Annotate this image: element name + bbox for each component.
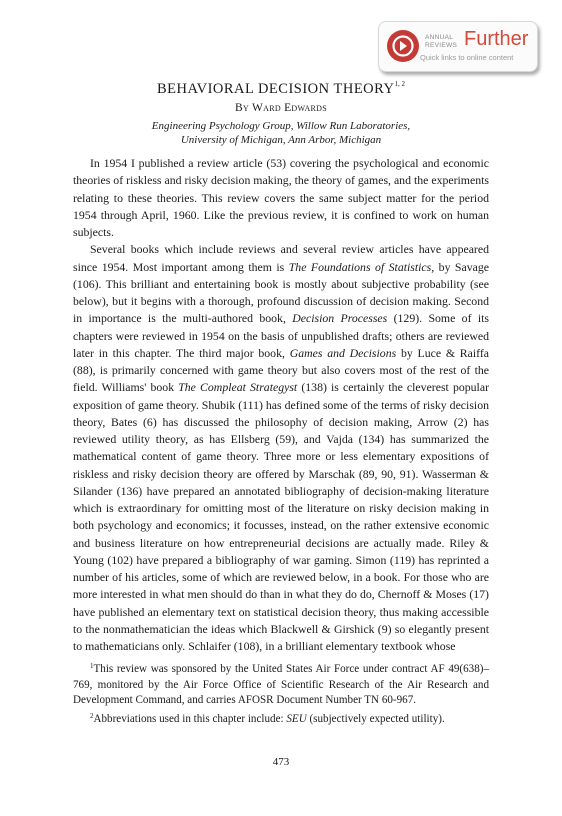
further-logo-icon	[387, 30, 419, 62]
further-wordmark: Further	[464, 28, 529, 50]
annual-reviews-wordmark: ANNUAL REVIEWS	[425, 34, 458, 49]
further-subtitle: Quick links to online content	[420, 53, 514, 62]
footnote-2: $^2$Abbreviations used in this chapter include: SEU (subjectively expected utility).	[90, 711, 445, 725]
title-footnote-marks: 1, 2	[394, 80, 405, 88]
paragraph-1: In 1954 I published a review article (53) covering the psychological and economic theories of riskless and risky decision making, the theory of games, and the experiments relating to these theories. This review covers the same subject matter for the period 1954 through April, 1960. Like the previous review, it is confined to work on human subjects.	[73, 156, 489, 239]
article-body	[73, 155, 489, 655]
footnotes	[73, 659, 489, 727]
further-badge-link[interactable]	[378, 21, 538, 72]
page-number: 473	[272, 756, 290, 768]
paragraph-2: Several books which include reviews and several review articles have appeared since 1954. Most important among them is The Foundations of Statistics, by Savage (106). This brilliant and entertaining book is mostly about subjective probability (see below), but it begins with a thorough, profound discussion of decision making. Second in importance is the multi-authored book, Decision Processes (129). Some of its chapters were reviewed in 1954 on the basis of unpublished drafts; others are reviewed later in this chapter. The third major book, Games and Decisions by Luce & Raiffa (88), is primarily concerned with game theory but also covers most of the rest of the field. Williams' book The Compleat Strategyst (138) is certainly the cleverest popular exposition of game theory. Shubik (111) has defined some of the terms of risky decision theory, Bates (6) has discussed the philosophy of decision making, Arrow (2) has reviewed utility theory, as has Ellsberg (59), and Vajda (134) has summarized the mathematical content of game theory. Three more or less elementary expositions of riskless and risky decision theory are offered by Marschak (89, 90, 91). Wasserman & Silander (136) have prepared an annotated bibliography of decision-making literature which is extraordinary for omitting most of the literature on risky decision making in both psychology and economics; it focusses, instead, on the rather extensive economic and business literature on how entrepreneurial decisions are actually made. Riley & Young (102) have prepared a bibliography of war gaming. Simon (119) has reprinted a number of his articles, some of which are reviewed below, in a book. For those who are more interested in what men should do than in what they do do, Chernoff & Moses (17) have published an elementary text on statistical decision theory, thus making accessible to the nonmathematician the ideas which Blackwell & Girshick (9) so elegantly present to mathematicians only. Schlaifer (108), in a brilliant elementary textbook whose	[73, 242, 490, 653]
author-line: By Ward Edwards	[234, 102, 328, 114]
footnote-1: $^1$This review was sponsored by the United States Air Force under contract AF 49(638)–769, monitored by the Air Force Office of Scientific Research of the Air Research and Development Command, and carries AFOSR Document Number TN 60-967.	[73, 662, 489, 706]
article-title: BEHAVIORAL DECISION THEORY$^{1, 2}$	[157, 80, 405, 97]
affiliation: Engineering Psychology Group, Willow Run Laboratories, University of Michigan, Ann Arbor, Michigan	[151, 120, 411, 146]
